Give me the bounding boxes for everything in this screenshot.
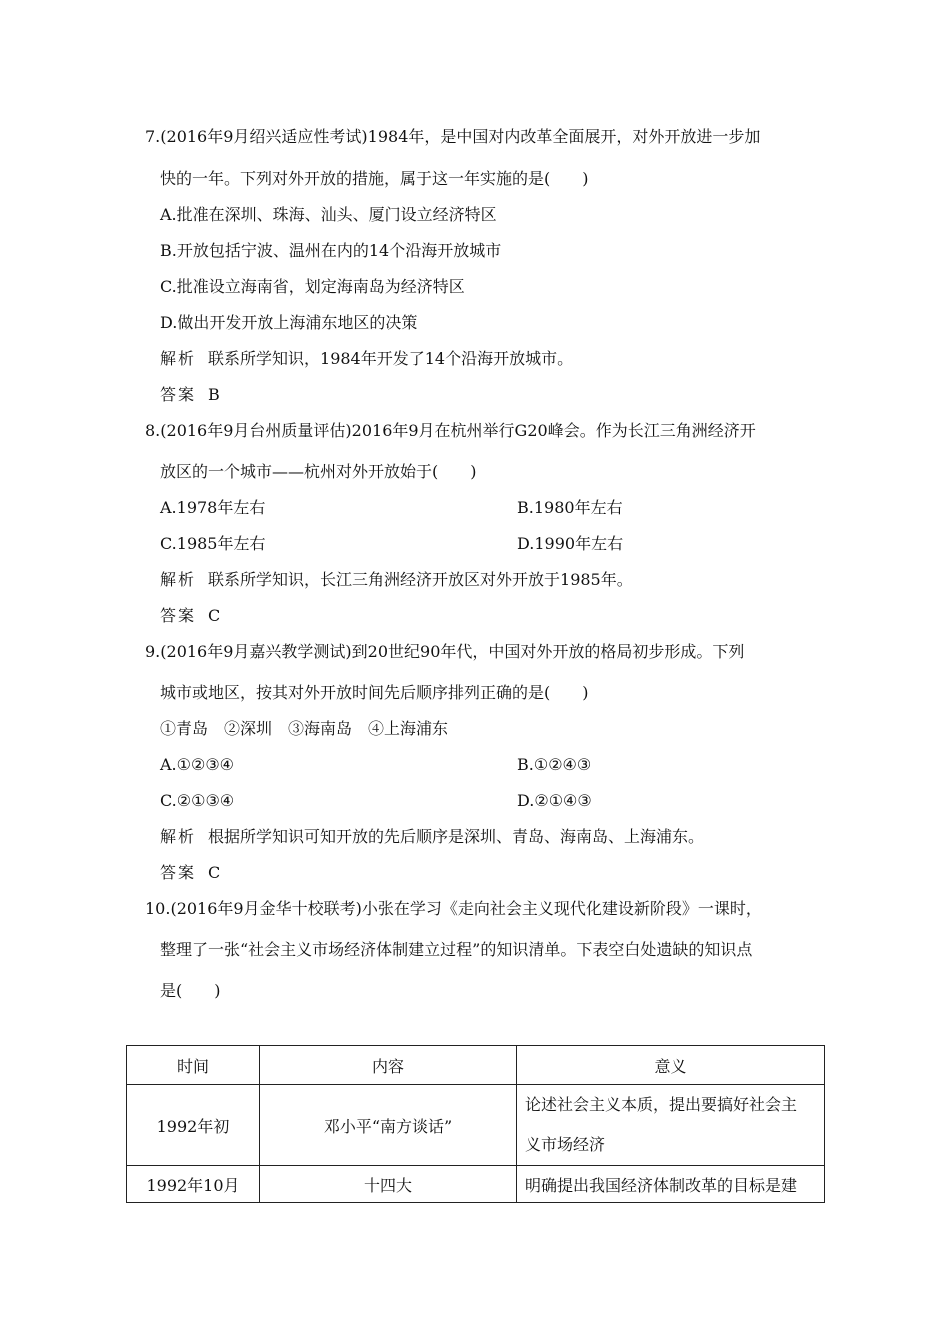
table-row [127, 1166, 825, 1203]
analysis-label: 解析 [160, 349, 197, 368]
question-7-option-c: C.批准设立海南省，划定海南岛为经济特区 [160, 277, 465, 296]
question-9-answer [160, 862, 220, 884]
question-9-option-c: C.②①③④ [160, 791, 235, 810]
question-10-line2: 整理了一张“社会主义市场经济体制建立过程”的知识清单。下表空白处遗缺的知识点 [160, 940, 753, 959]
question-7-line2: 快的一年。下列对外开放的措施，属于这一年实施的是( ) [160, 169, 589, 188]
answer-value: C [208, 606, 221, 625]
question-8-analysis [160, 569, 633, 591]
question-10-line3: 是( ) [160, 981, 221, 1000]
knowledge-table [126, 1045, 825, 1203]
question-9-option-d: D.②①④③ [517, 791, 592, 810]
question-7-analysis [160, 348, 573, 370]
question-7-line1: 7.(2016年9月绍兴适应性考试)1984年，是中国对内改革全面展开，对外开放进一步加 [145, 127, 761, 146]
question-9-option-a: A.①②③④ [160, 755, 235, 774]
question-8-answer [160, 605, 220, 627]
meaning-line: 论述社会主义本质，提出要搞好社会主 [525, 1095, 798, 1114]
table-cell-time: 1992年初 [127, 1085, 260, 1166]
table-cell-time: 1992年10月 [127, 1166, 260, 1203]
answer-value: B [208, 385, 220, 404]
analysis-text: 联系所学知识，长江三角洲经济开放区对外开放于1985年。 [208, 570, 633, 589]
question-8-option-d: D.1990年左右 [517, 534, 624, 553]
table-header-time: 时间 [127, 1046, 260, 1085]
answer-value: C [208, 863, 221, 882]
table-header-content: 内容 [260, 1046, 517, 1085]
question-8-line1: 8.(2016年9月台州质量评估)2016年9月在杭州举行G20峰会。作为长江三角洲经济开 [145, 421, 756, 440]
question-10-line1: 10.(2016年9月金华十校联考)小张在学习《走向社会主义现代化建设新阶段》一课时， [145, 899, 762, 918]
analysis-text: 根据所学知识可知开放的先后顺序是深圳、青岛、海南岛、上海浦东。 [208, 827, 705, 846]
question-9-line2: 城市或地区，按其对外开放时间先后顺序排列正确的是( ) [160, 683, 589, 702]
table-header-meaning: 意义 [517, 1046, 825, 1085]
table-cell-meaning: 明确提出我国经济体制改革的目标是建 [517, 1166, 825, 1203]
question-7-option-b: B.开放包括宁波、温州在内的14个沿海开放城市 [160, 241, 502, 260]
table-row [127, 1085, 825, 1166]
answer-label: 答案 [160, 385, 197, 404]
question-8-line2: 放区的一个城市——杭州对外开放始于( ) [160, 462, 477, 481]
answer-label: 答案 [160, 863, 197, 882]
table-cell-content: 邓小平“南方谈话” [260, 1085, 517, 1166]
question-7-answer [160, 384, 220, 406]
table-cell-content: 十四大 [260, 1166, 517, 1203]
answer-label: 答案 [160, 606, 197, 625]
question-8-option-b: B.1980年左右 [517, 498, 623, 517]
question-9-analysis [160, 826, 704, 848]
question-7-option-a: A.批准在深圳、珠海、汕头、厦门设立经济特区 [160, 205, 497, 224]
question-9-items: ①青岛 ②深圳 ③海南岛 ④上海浦东 [160, 719, 449, 738]
question-8-option-a: A.1978年左右 [160, 498, 266, 517]
analysis-label: 解析 [160, 570, 197, 589]
meaning-line: 义市场经济 [525, 1135, 606, 1154]
table-cell-meaning [517, 1085, 825, 1166]
question-9-option-b: B.①②④③ [517, 755, 592, 774]
question-7-option-d: D.做出开发开放上海浦东地区的决策 [160, 313, 418, 332]
question-9-line1: 9.(2016年9月嘉兴教学测试)到20世纪90年代，中国对外开放的格局初步形成。下列 [145, 642, 745, 661]
table-header-row [127, 1046, 825, 1085]
analysis-label: 解析 [160, 827, 197, 846]
question-8-option-c: C.1985年左右 [160, 534, 266, 553]
analysis-text: 联系所学知识，1984年开发了14个沿海开放城市。 [208, 349, 574, 368]
